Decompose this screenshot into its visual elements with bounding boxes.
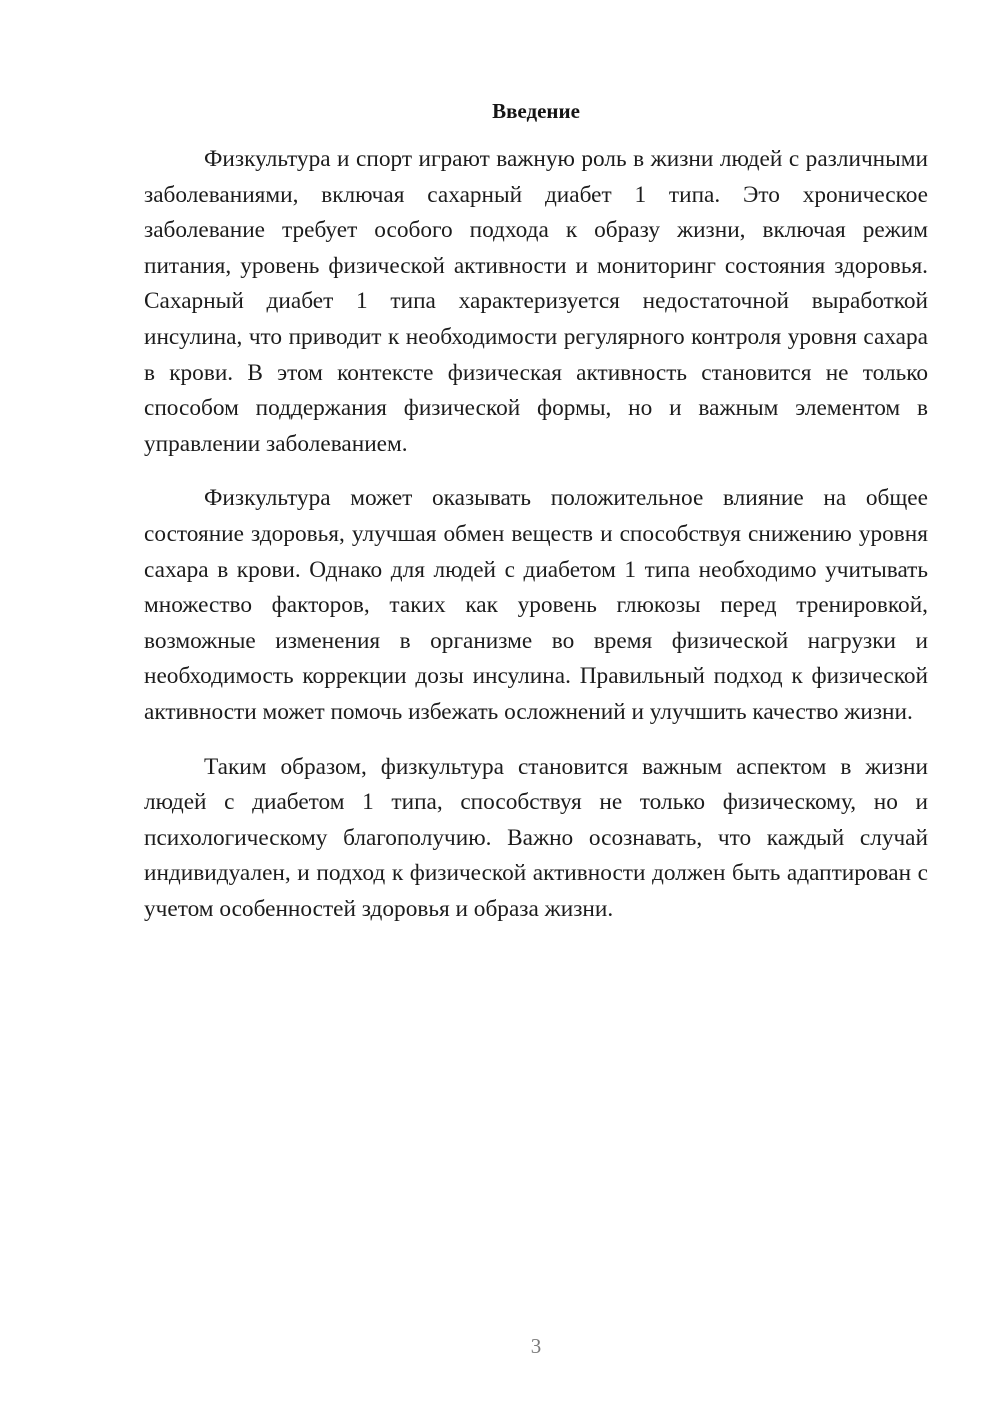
- paragraph-3: Таким образом, физкультура становится важным аспектом в жизни людей с диабетом 1 типа, способствуя не только физическому, но и психологическому благополучию. Важно осознавать, что каждый случай индивидуален, и подход к физической активности должен быть адаптирован с учетом особенностей здоровья и образа жизни.: [144, 753, 928, 922]
- paragraph-1: Физкультура и спорт играют важную роль в жизни людей с различными заболеваниями, включая сахарный диабет 1 типа. Это хроническое заболевание требует особого подхода к образу жизни, включая режим питания, уровень физической активности и мониторинг состояния здоровья. Сахарный диабет 1 типа характеризуется недостаточной выработкой инсулина, что приводит к необходимости регулярного контроля уровня сахара в крови. В этом контексте физическая активность становится не только способом поддержания физической формы, но и важным элементом в управлении заболеванием.: [144, 146, 928, 457]
- body-text: [144, 142, 928, 927]
- paragraph-2: Физкультура может оказывать положительное влияние на общее состояние здоровья, улучшая обмен веществ и способствуя снижению уровня сахара в крови. Однако для людей с диабетом 1 типа необходимо учитывать множество факторов, таких как уровень глюкозы перед тренировкой, возможные изменения в организме во время физической нагрузки и необходимость коррекции дозы инсулина. Правильный подход к физической активности может помочь избежать осложнений и улучшить качество жизни.: [144, 485, 928, 725]
- page-number: 3: [530, 1334, 542, 1358]
- section-heading: Введение: [492, 99, 580, 123]
